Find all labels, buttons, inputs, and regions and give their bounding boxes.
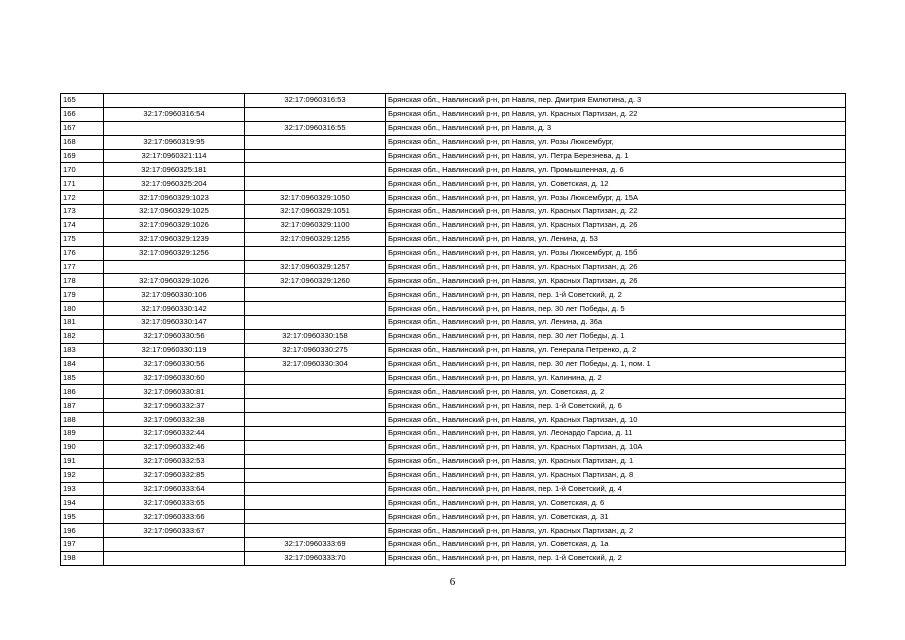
table-row [61, 218, 846, 232]
new-cadastral-number-cell [245, 288, 386, 302]
address-cell: Брянская обл., Навлинский р-н, рп Навля, ул. Красных Партизан, д. 22 [386, 107, 846, 121]
table-row [61, 94, 846, 108]
row-number-cell: 169 [61, 149, 104, 163]
cadastral-number-cell: 32:17:0960332:46 [104, 440, 245, 454]
address-cell: Брянская обл., Навлинский р-н, рп Навля, ул. Красных Партизан, д. 22 [386, 205, 846, 219]
cadastral-number-cell: 32:17:0960332:37 [104, 399, 245, 413]
table-row [61, 177, 846, 191]
address-cell: Брянская обл., Навлинский р-н, рп Навля, пер. 1-й Советский, д. 2 [386, 551, 846, 565]
cadastral-number-cell [104, 94, 245, 108]
row-number-cell: 173 [61, 205, 104, 219]
table-row [61, 107, 846, 121]
address-cell: Брянская обл., Навлинский р-н, рп Навля, ул. Калинина, д. 2 [386, 371, 846, 385]
cadastral-number-cell [104, 121, 245, 135]
cadastral-number-cell: 32:17:0960319:95 [104, 135, 245, 149]
new-cadastral-number-cell [245, 440, 386, 454]
new-cadastral-number-cell [245, 302, 386, 316]
address-cell: Брянская обл., Навлинский р-н, рп Навля, ул. Советская, д. 12 [386, 177, 846, 191]
cadastral-number-cell: 32:17:0960329:1026 [104, 218, 245, 232]
cadastral-number-cell: 32:17:0960329:1023 [104, 191, 245, 205]
address-cell: Брянская обл., Навлинский р-н, рп Навля, ул. Розы Люксембург, [386, 135, 846, 149]
cadastral-number-cell: 32:17:0960332:53 [104, 454, 245, 468]
cadastral-number-cell: 32:17:0960330:106 [104, 288, 245, 302]
table-row [61, 205, 846, 219]
table-row [61, 496, 846, 510]
cadastral-number-cell: 32:17:0960325:204 [104, 177, 245, 191]
table-row [61, 440, 846, 454]
row-number-cell: 166 [61, 107, 104, 121]
cadastral-number-cell: 32:17:0960333:67 [104, 524, 245, 538]
row-number-cell: 191 [61, 454, 104, 468]
address-cell: Брянская обл., Навлинский р-н, рп Навля, ул. Петра Березнева, д. 1 [386, 149, 846, 163]
table-row [61, 510, 846, 524]
new-cadastral-number-cell: 32:17:0960329:1051 [245, 205, 386, 219]
cadastral-number-cell: 32:17:0960330:142 [104, 302, 245, 316]
new-cadastral-number-cell [245, 524, 386, 538]
new-cadastral-number-cell [245, 468, 386, 482]
cadastral-number-cell: 32:17:0960329:1239 [104, 232, 245, 246]
table-row [61, 371, 846, 385]
address-cell: Брянская обл., Навлинский р-н, рп Навля, ул. Промышленная, д. 6 [386, 163, 846, 177]
row-number-cell: 189 [61, 427, 104, 441]
table-row [61, 385, 846, 399]
new-cadastral-number-cell [245, 149, 386, 163]
row-number-cell: 178 [61, 274, 104, 288]
cadastral-number-cell: 32:17:0960321:114 [104, 149, 245, 163]
cadastral-number-cell: 32:17:0960333:66 [104, 510, 245, 524]
cadastral-number-cell [104, 551, 245, 565]
table-row [61, 316, 846, 330]
new-cadastral-number-cell: 32:17:0960330:304 [245, 357, 386, 371]
address-cell: Брянская обл., Навлинский р-н, рп Навля, ул. Леонардо Гарсиа, д. 11 [386, 427, 846, 441]
new-cadastral-number-cell: 32:17:0960329:1050 [245, 191, 386, 205]
address-cell: Брянская обл., Навлинский р-н, рп Навля, ул. Красных Партизан, д. 10 [386, 413, 846, 427]
row-number-cell: 165 [61, 94, 104, 108]
row-number-cell: 186 [61, 385, 104, 399]
new-cadastral-number-cell: 32:17:0960329:1255 [245, 232, 386, 246]
row-number-cell: 195 [61, 510, 104, 524]
address-cell: Брянская обл., Навлинский р-н, рп Навля, ул. Розы Люксембург, д. 15А [386, 191, 846, 205]
table-row [61, 482, 846, 496]
table-row [61, 246, 846, 260]
row-number-cell: 192 [61, 468, 104, 482]
table-body [61, 94, 846, 566]
cadastral-number-cell: 32:17:0960316:54 [104, 107, 245, 121]
address-cell: Брянская обл., Навлинский р-н, рп Навля, ул. Красных Партизан, д. 26 [386, 260, 846, 274]
new-cadastral-number-cell: 32:17:0960316:53 [245, 94, 386, 108]
table-row [61, 413, 846, 427]
new-cadastral-number-cell [245, 107, 386, 121]
address-cell: Брянская обл., Навлинский р-н, рп Навля, ул. Советская, д. 6 [386, 496, 846, 510]
table-row [61, 538, 846, 552]
new-cadastral-number-cell: 32:17:0960333:69 [245, 538, 386, 552]
cadastral-number-cell: 32:17:0960330:56 [104, 329, 245, 343]
new-cadastral-number-cell [245, 496, 386, 510]
address-cell: Брянская обл., Навлинский р-н, рп Навля, ул. Генерала Петренко, д. 2 [386, 343, 846, 357]
row-number-cell: 175 [61, 232, 104, 246]
table-row [61, 399, 846, 413]
row-number-cell: 193 [61, 482, 104, 496]
new-cadastral-number-cell: 32:17:0960330:275 [245, 343, 386, 357]
row-number-cell: 179 [61, 288, 104, 302]
table-row [61, 454, 846, 468]
row-number-cell: 198 [61, 551, 104, 565]
table-row [61, 135, 846, 149]
table-row [61, 149, 846, 163]
new-cadastral-number-cell [245, 135, 386, 149]
address-cell: Брянская обл., Навлинский р-н, рп Навля, ул. Розы Люксембург, д. 15б [386, 246, 846, 260]
new-cadastral-number-cell: 32:17:0960329:1260 [245, 274, 386, 288]
new-cadastral-number-cell: 32:17:0960316:55 [245, 121, 386, 135]
cadastral-number-cell: 32:17:0960325:181 [104, 163, 245, 177]
table-row [61, 302, 846, 316]
address-cell: Брянская обл., Навлинский р-н, рп Навля, ул. Красных Партизан, д. 26 [386, 218, 846, 232]
new-cadastral-number-cell [245, 316, 386, 330]
row-number-cell: 181 [61, 316, 104, 330]
row-number-cell: 182 [61, 329, 104, 343]
row-number-cell: 174 [61, 218, 104, 232]
row-number-cell: 190 [61, 440, 104, 454]
row-number-cell: 185 [61, 371, 104, 385]
new-cadastral-number-cell [245, 246, 386, 260]
cadastral-number-cell: 32:17:0960330:147 [104, 316, 245, 330]
table-row [61, 163, 846, 177]
new-cadastral-number-cell [245, 413, 386, 427]
cadastral-number-cell [104, 538, 245, 552]
row-number-cell: 183 [61, 343, 104, 357]
new-cadastral-number-cell: 32:17:0960330:158 [245, 329, 386, 343]
new-cadastral-number-cell [245, 427, 386, 441]
address-cell: Брянская обл., Навлинский р-н, рп Навля, ул. Красных Партизан, д. 26 [386, 274, 846, 288]
table-row [61, 232, 846, 246]
cadastral-table [60, 93, 846, 566]
table-row [61, 427, 846, 441]
table-row [61, 343, 846, 357]
row-number-cell: 168 [61, 135, 104, 149]
cadastral-number-cell: 32:17:0960332:85 [104, 468, 245, 482]
row-number-cell: 188 [61, 413, 104, 427]
row-number-cell: 167 [61, 121, 104, 135]
new-cadastral-number-cell: 32:17:0960329:1257 [245, 260, 386, 274]
address-cell: Брянская обл., Навлинский р-н, рп Навля, пер. 30 лет Победы, д. 1, пом. 1 [386, 357, 846, 371]
new-cadastral-number-cell [245, 163, 386, 177]
address-cell: Брянская обл., Навлинский р-н, рп Навля, ул. Красных Партизан, д. 1 [386, 454, 846, 468]
row-number-cell: 180 [61, 302, 104, 316]
table-row [61, 357, 846, 371]
new-cadastral-number-cell [245, 454, 386, 468]
row-number-cell: 172 [61, 191, 104, 205]
table-row [61, 329, 846, 343]
table-row [61, 260, 846, 274]
cadastral-number-cell: 32:17:0960330:81 [104, 385, 245, 399]
new-cadastral-number-cell [245, 385, 386, 399]
cadastral-number-cell: 32:17:0960333:64 [104, 482, 245, 496]
row-number-cell: 184 [61, 357, 104, 371]
address-cell: Брянская обл., Навлинский р-н, рп Навля, пер. 1-й Советский, д. 2 [386, 288, 846, 302]
new-cadastral-number-cell [245, 399, 386, 413]
row-number-cell: 196 [61, 524, 104, 538]
row-number-cell: 177 [61, 260, 104, 274]
address-cell: Брянская обл., Навлинский р-н, рп Навля, пер. Дмитрия Емлютина, д. 3 [386, 94, 846, 108]
address-cell: Брянская обл., Навлинский р-н, рп Навля, ул. Красных Партизан, д. 2 [386, 524, 846, 538]
address-cell: Брянская обл., Навлинский р-н, рп Навля, ул. Советская, д. 1а [386, 538, 846, 552]
address-cell: Брянская обл., Навлинский р-н, рп Навля, д. 3 [386, 121, 846, 135]
new-cadastral-number-cell [245, 510, 386, 524]
table-row [61, 468, 846, 482]
cadastral-number-cell: 32:17:0960330:56 [104, 357, 245, 371]
table-row [61, 551, 846, 565]
new-cadastral-number-cell: 32:17:0960333:70 [245, 551, 386, 565]
cadastral-number-cell: 32:17:0960332:38 [104, 413, 245, 427]
table-row [61, 524, 846, 538]
cadastral-number-cell: 32:17:0960332:44 [104, 427, 245, 441]
cadastral-number-cell: 32:17:0960333:65 [104, 496, 245, 510]
row-number-cell: 194 [61, 496, 104, 510]
cadastral-number-cell [104, 260, 245, 274]
address-cell: Брянская обл., Навлинский р-н, рп Навля, пер. 30 лет Победы, д. 5 [386, 302, 846, 316]
row-number-cell: 176 [61, 246, 104, 260]
cadastral-number-cell: 32:17:0960329:1026 [104, 274, 245, 288]
new-cadastral-number-cell [245, 371, 386, 385]
cadastral-number-cell: 32:17:0960330:60 [104, 371, 245, 385]
table-row [61, 288, 846, 302]
new-cadastral-number-cell: 32:17:0960329:1100 [245, 218, 386, 232]
address-cell: Брянская обл., Навлинский р-н, рп Навля, ул. Красных Партизан, д. 10А [386, 440, 846, 454]
new-cadastral-number-cell [245, 482, 386, 496]
cadastral-number-cell: 32:17:0960329:1256 [104, 246, 245, 260]
row-number-cell: 171 [61, 177, 104, 191]
table-row [61, 274, 846, 288]
page-number: 6 [449, 576, 456, 588]
address-cell: Брянская обл., Навлинский р-н, рп Навля, ул. Ленина, д. 53 [386, 232, 846, 246]
cadastral-number-cell: 32:17:0960329:1025 [104, 205, 245, 219]
address-cell: Брянская обл., Навлинский р-н, рп Навля, пер. 1-й Советский, д. 4 [386, 482, 846, 496]
address-cell: Брянская обл., Навлинский р-н, рп Навля, пер. 1-й Советский, д. 6 [386, 399, 846, 413]
address-cell: Брянская обл., Навлинский р-н, рп Навля, пер. 30 лет Победы, д. 1 [386, 329, 846, 343]
address-cell: Брянская обл., Навлинский р-н, рп Навля, ул. Советская, д. 31 [386, 510, 846, 524]
address-cell: Брянская обл., Навлинский р-н, рп Навля, ул. Ленина, д. 36а [386, 316, 846, 330]
row-number-cell: 170 [61, 163, 104, 177]
address-cell: Брянская обл., Навлинский р-н, рп Навля, ул. Красных Партизан, д. 8 [386, 468, 846, 482]
cadastral-number-cell: 32:17:0960330:119 [104, 343, 245, 357]
row-number-cell: 187 [61, 399, 104, 413]
row-number-cell: 197 [61, 538, 104, 552]
table-row [61, 191, 846, 205]
table-row [61, 121, 846, 135]
address-cell: Брянская обл., Навлинский р-н, рп Навля, ул. Советская, д. 2 [386, 385, 846, 399]
new-cadastral-number-cell [245, 177, 386, 191]
